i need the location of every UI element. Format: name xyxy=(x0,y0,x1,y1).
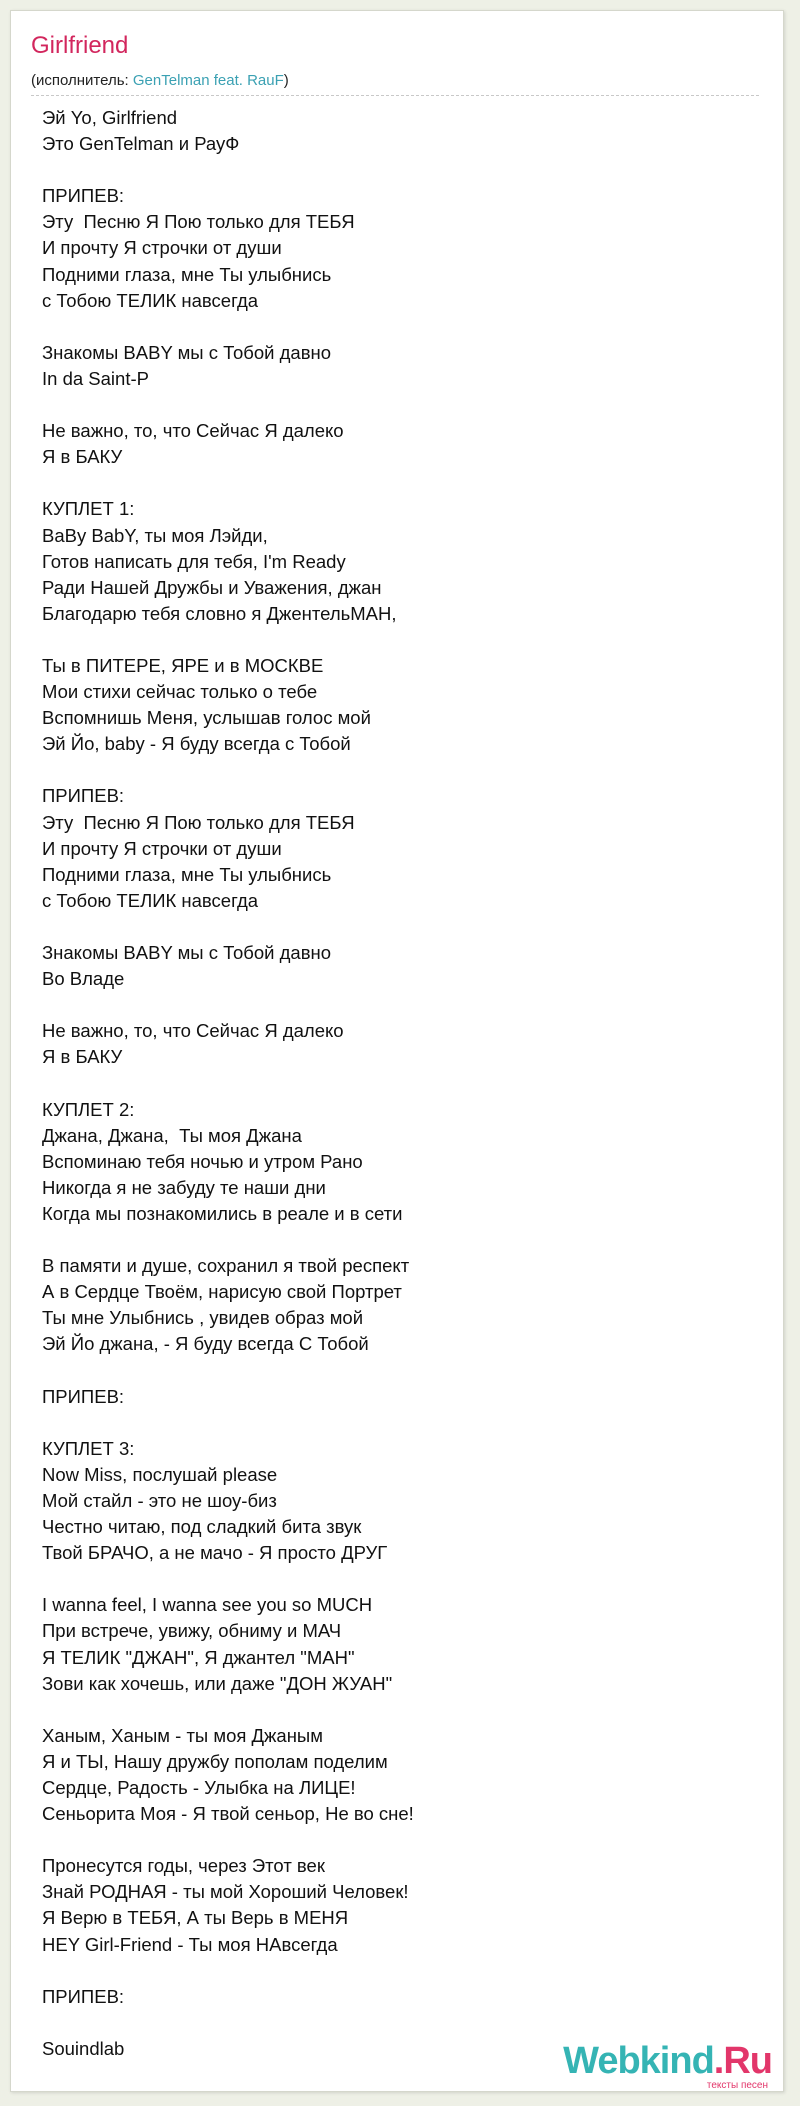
logo-name-main: Webkind xyxy=(563,2040,714,2082)
lyric-line: Готов написать для тебя, I'm Ready xyxy=(42,550,346,572)
lyric-line: Я ТЕЛИК "ДЖАН", Я джантел "МАН" xyxy=(42,1646,355,1668)
lyric-line: Это GenTelman и РауФ xyxy=(42,133,240,155)
lyric-line: Souindlab xyxy=(42,2037,125,2059)
lyric-line: Эту Песню Я Пою только для ТЕБЯ xyxy=(42,211,355,233)
lyric-line: Благодарю тебя словно я ДжентельМАН, xyxy=(42,602,397,624)
lyric-line: Знакомы BABY мы с Тобой давно xyxy=(42,942,332,963)
lyric-line: В памяти и душе, сохранил я твой респект xyxy=(42,1255,410,1277)
lyric-line: Эту Песню Я Пою только для ТЕБЯ xyxy=(42,811,355,833)
lyric-line: ПРИПЕВ: xyxy=(42,1985,125,2007)
lyric-line: Подними глаза, мне Ты улыбнись xyxy=(42,263,332,285)
lyric-line: КУПЛЕТ 1: xyxy=(42,498,135,520)
artist-suffix: ) xyxy=(283,72,289,89)
lyric-line: HEY Girl-Friend - Ты моя НАвсегда xyxy=(42,1933,338,1955)
lyric-line: Я и ТЫ, Нашу дружбу пополам поделим xyxy=(42,1750,388,1772)
lyric-line: Вспомнишь Меня, услышав голос мой xyxy=(42,707,371,729)
lyric-line: Когда мы познакомились в реале и в сети xyxy=(42,1202,403,1224)
lyric-line: Джана, Джана, Ты моя Джана xyxy=(42,1124,302,1146)
artist-line xyxy=(31,72,289,89)
lyric-line: ПРИПЕВ: xyxy=(42,185,125,207)
song-title: Girlfriend xyxy=(31,32,129,59)
header-divider xyxy=(31,95,759,96)
logo-wordmark xyxy=(563,2042,772,2080)
lyric-line: Пронесутся годы, через Этот век xyxy=(42,1855,325,1877)
artist-prefix: (исполнитель: xyxy=(31,72,133,89)
lyric-line: И прочту Я строчки от души xyxy=(42,837,282,859)
lyric-line: In da Saint-P xyxy=(42,367,149,389)
lyric-line: I wanna feel, I wanna see you so MUCH xyxy=(42,1594,373,1616)
lyric-line: Я в БАКУ xyxy=(42,446,123,468)
lyric-line: ПРИПЕВ: xyxy=(42,785,125,807)
lyric-line: ПРИПЕВ: xyxy=(42,1385,125,1407)
lyric-line: с Тобою ТЕЛИК навсегда xyxy=(42,889,259,911)
lyric-line: Твой БРАЧО, а не мачо - Я просто ДРУГ xyxy=(42,1542,388,1564)
lyric-line: КУПЛЕТ 2: xyxy=(42,1098,135,1120)
lyric-line: Мои стихи сейчас только о тебе xyxy=(42,681,318,703)
lyrics-text xyxy=(42,105,742,2062)
lyric-line: Эй Йо, baby - Я буду всегда с Тобой xyxy=(42,733,351,755)
lyric-line: с Тобою ТЕЛИК навсегда xyxy=(42,289,259,311)
site-logo[interactable] xyxy=(563,2040,772,2091)
lyric-line: Сеньорита Моя - Я твой сеньор, Не во сне! xyxy=(42,1803,414,1825)
lyric-line: Знай РОДНАЯ - ты мой Хороший Человек! xyxy=(42,1881,409,1903)
lyric-line: При встрече, увижу, обниму и МАЧ xyxy=(42,1620,342,1642)
lyric-line: Ты мне Улыбнись , увидев образ мой xyxy=(42,1307,364,1329)
lyric-line: Мой стайл - это не шоу-биз xyxy=(42,1489,277,1511)
lyric-line: Вспоминаю тебя ночью и утром Рано xyxy=(42,1150,363,1172)
lyric-line: КУПЛЕТ 3: xyxy=(42,1437,135,1459)
lyric-line: И прочту Я строчки от души xyxy=(42,237,282,259)
lyric-line: Я в БАКУ xyxy=(42,1046,123,1068)
lyric-line: Не важно, то, что Сейчас Я далеко xyxy=(42,1020,344,1042)
logo-name-accent: .Ru xyxy=(713,2040,772,2082)
lyric-line: Не важно, то, что Сейчас Я далеко xyxy=(42,420,344,442)
lyric-line: Знакомы BABY мы с Тобой давно xyxy=(42,341,332,363)
lyric-line: Эй Йо джана, - Я буду всегда С Тобой xyxy=(42,1333,369,1355)
lyric-line: Ханым, Ханым - ты моя Джаным xyxy=(42,1724,323,1746)
lyric-line: Никогда я не забуду те наши дни xyxy=(42,1176,326,1198)
lyric-line: Зови как хочешь, или даже "ДОН ЖУАН" xyxy=(42,1672,393,1694)
lyric-line: BaBy BabY, ты моя Лэйди, xyxy=(42,524,268,546)
lyric-line: Эй Yo, Girlfriend xyxy=(42,107,178,128)
lyric-line: Ради Нашей Дружбы и Уважения, джан xyxy=(42,576,382,598)
artist-link[interactable]: GenTelman feat. RauF xyxy=(132,72,284,89)
lyric-line: Я Верю в ТЕБЯ, А ты Верь в МЕНЯ xyxy=(42,1907,349,1929)
lyric-line: Подними глаза, мне Ты улыбнись xyxy=(42,863,332,885)
lyric-line: Во Владе xyxy=(42,968,125,990)
logo-tagline: тексты песен xyxy=(706,2080,768,2091)
lyric-line: А в Сердце Твоём, нарисую свой Портрет xyxy=(42,1281,402,1303)
lyric-line: Честно читаю, под сладкий бита звук xyxy=(42,1516,362,1538)
lyric-line: Сердце, Радость - Улыбка на ЛИЦЕ! xyxy=(42,1777,356,1798)
lyric-line: Ты в ПИТЕРЕ, ЯРЕ и в МОСКВЕ xyxy=(42,654,324,676)
lyric-line: Now Miss, послушай please xyxy=(42,1463,278,1485)
